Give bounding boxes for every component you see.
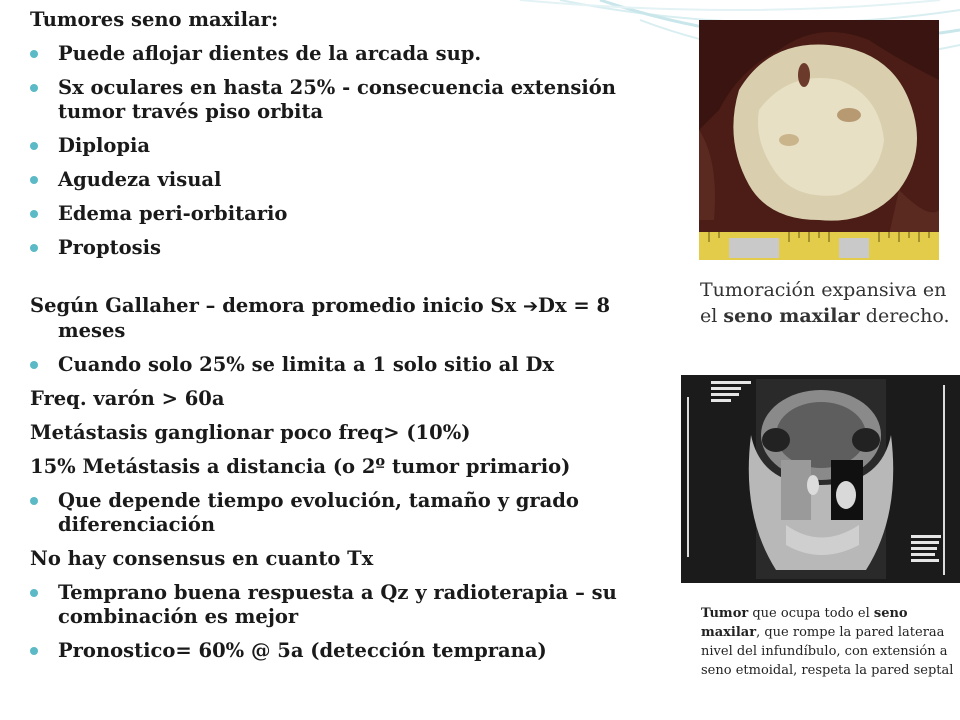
- caption-bold: seno maxilar: [701, 606, 908, 640]
- list-item: Sx oculares en hasta 25% - consecuencia extensión: [30, 76, 670, 100]
- gallaher-line: [30, 294, 670, 319]
- specimen-illustration: [699, 20, 939, 260]
- list-item-continuation: meses: [58, 319, 126, 342]
- list-item-continuation: combinación es mejor: [58, 605, 299, 628]
- list-item: Edema peri-orbitario: [30, 202, 670, 226]
- caption-bold: seno maxilar: [723, 305, 860, 327]
- heading-tumores: Tumores seno maxilar:: [30, 8, 279, 31]
- list-item-continuation: diferenciación: [58, 513, 216, 536]
- caption-text: , que rompe la pared lateraa nivel del infundíbulo, con extensión a seno etmoidal, respeta la pared septal: [701, 625, 954, 678]
- list-item-continuation: tumor través piso orbita: [58, 100, 324, 123]
- list-item: Pronostico= 60% @ 5a (detección temprana): [30, 639, 670, 663]
- ct-scan-image: [681, 375, 960, 583]
- metastasis-ganglionar: Metástasis ganglionar poco freq> (10%): [30, 421, 471, 444]
- list-item: Que depende tiempo evolución, tamaño y grado: [30, 489, 670, 513]
- metastasis-distancia: 15% Metástasis a distancia (o 2º tumor primario): [30, 455, 571, 478]
- list-item: Diplopia: [30, 134, 670, 158]
- ct-illustration: [681, 375, 960, 583]
- caption-text: derecho.: [859, 305, 950, 327]
- list-item: Cuando solo 25% se limita a 1 solo sitio al Dx: [30, 353, 670, 377]
- specimen-caption: [700, 277, 955, 329]
- gallaher-text: Según Gallaher – demora promedio inicio Sx: [30, 294, 523, 317]
- list-item: Proptosis: [30, 236, 670, 260]
- list-item: Temprano buena respuesta a Qz y radioterapia – su: [30, 581, 670, 605]
- gallaher-tail: Dx = 8: [538, 294, 611, 317]
- list-item: Puede aflojar dientes de la arcada sup.: [30, 42, 670, 66]
- list-item: Agudeza visual: [30, 168, 670, 192]
- ct-caption: [701, 604, 956, 680]
- specimen-photo: [699, 20, 939, 260]
- consensus-line: No hay consensus en cuanto Tx: [30, 547, 374, 570]
- main-text: [30, 8, 670, 663]
- caption-text: Tumoración expansiva en el: [700, 279, 947, 327]
- freq-line: Freq. varón > 60a: [30, 387, 225, 410]
- caption-bold: Tumor: [701, 606, 749, 621]
- caption-text: que ocupa todo el: [748, 606, 874, 621]
- arrow-icon: ➔: [522, 296, 539, 317]
